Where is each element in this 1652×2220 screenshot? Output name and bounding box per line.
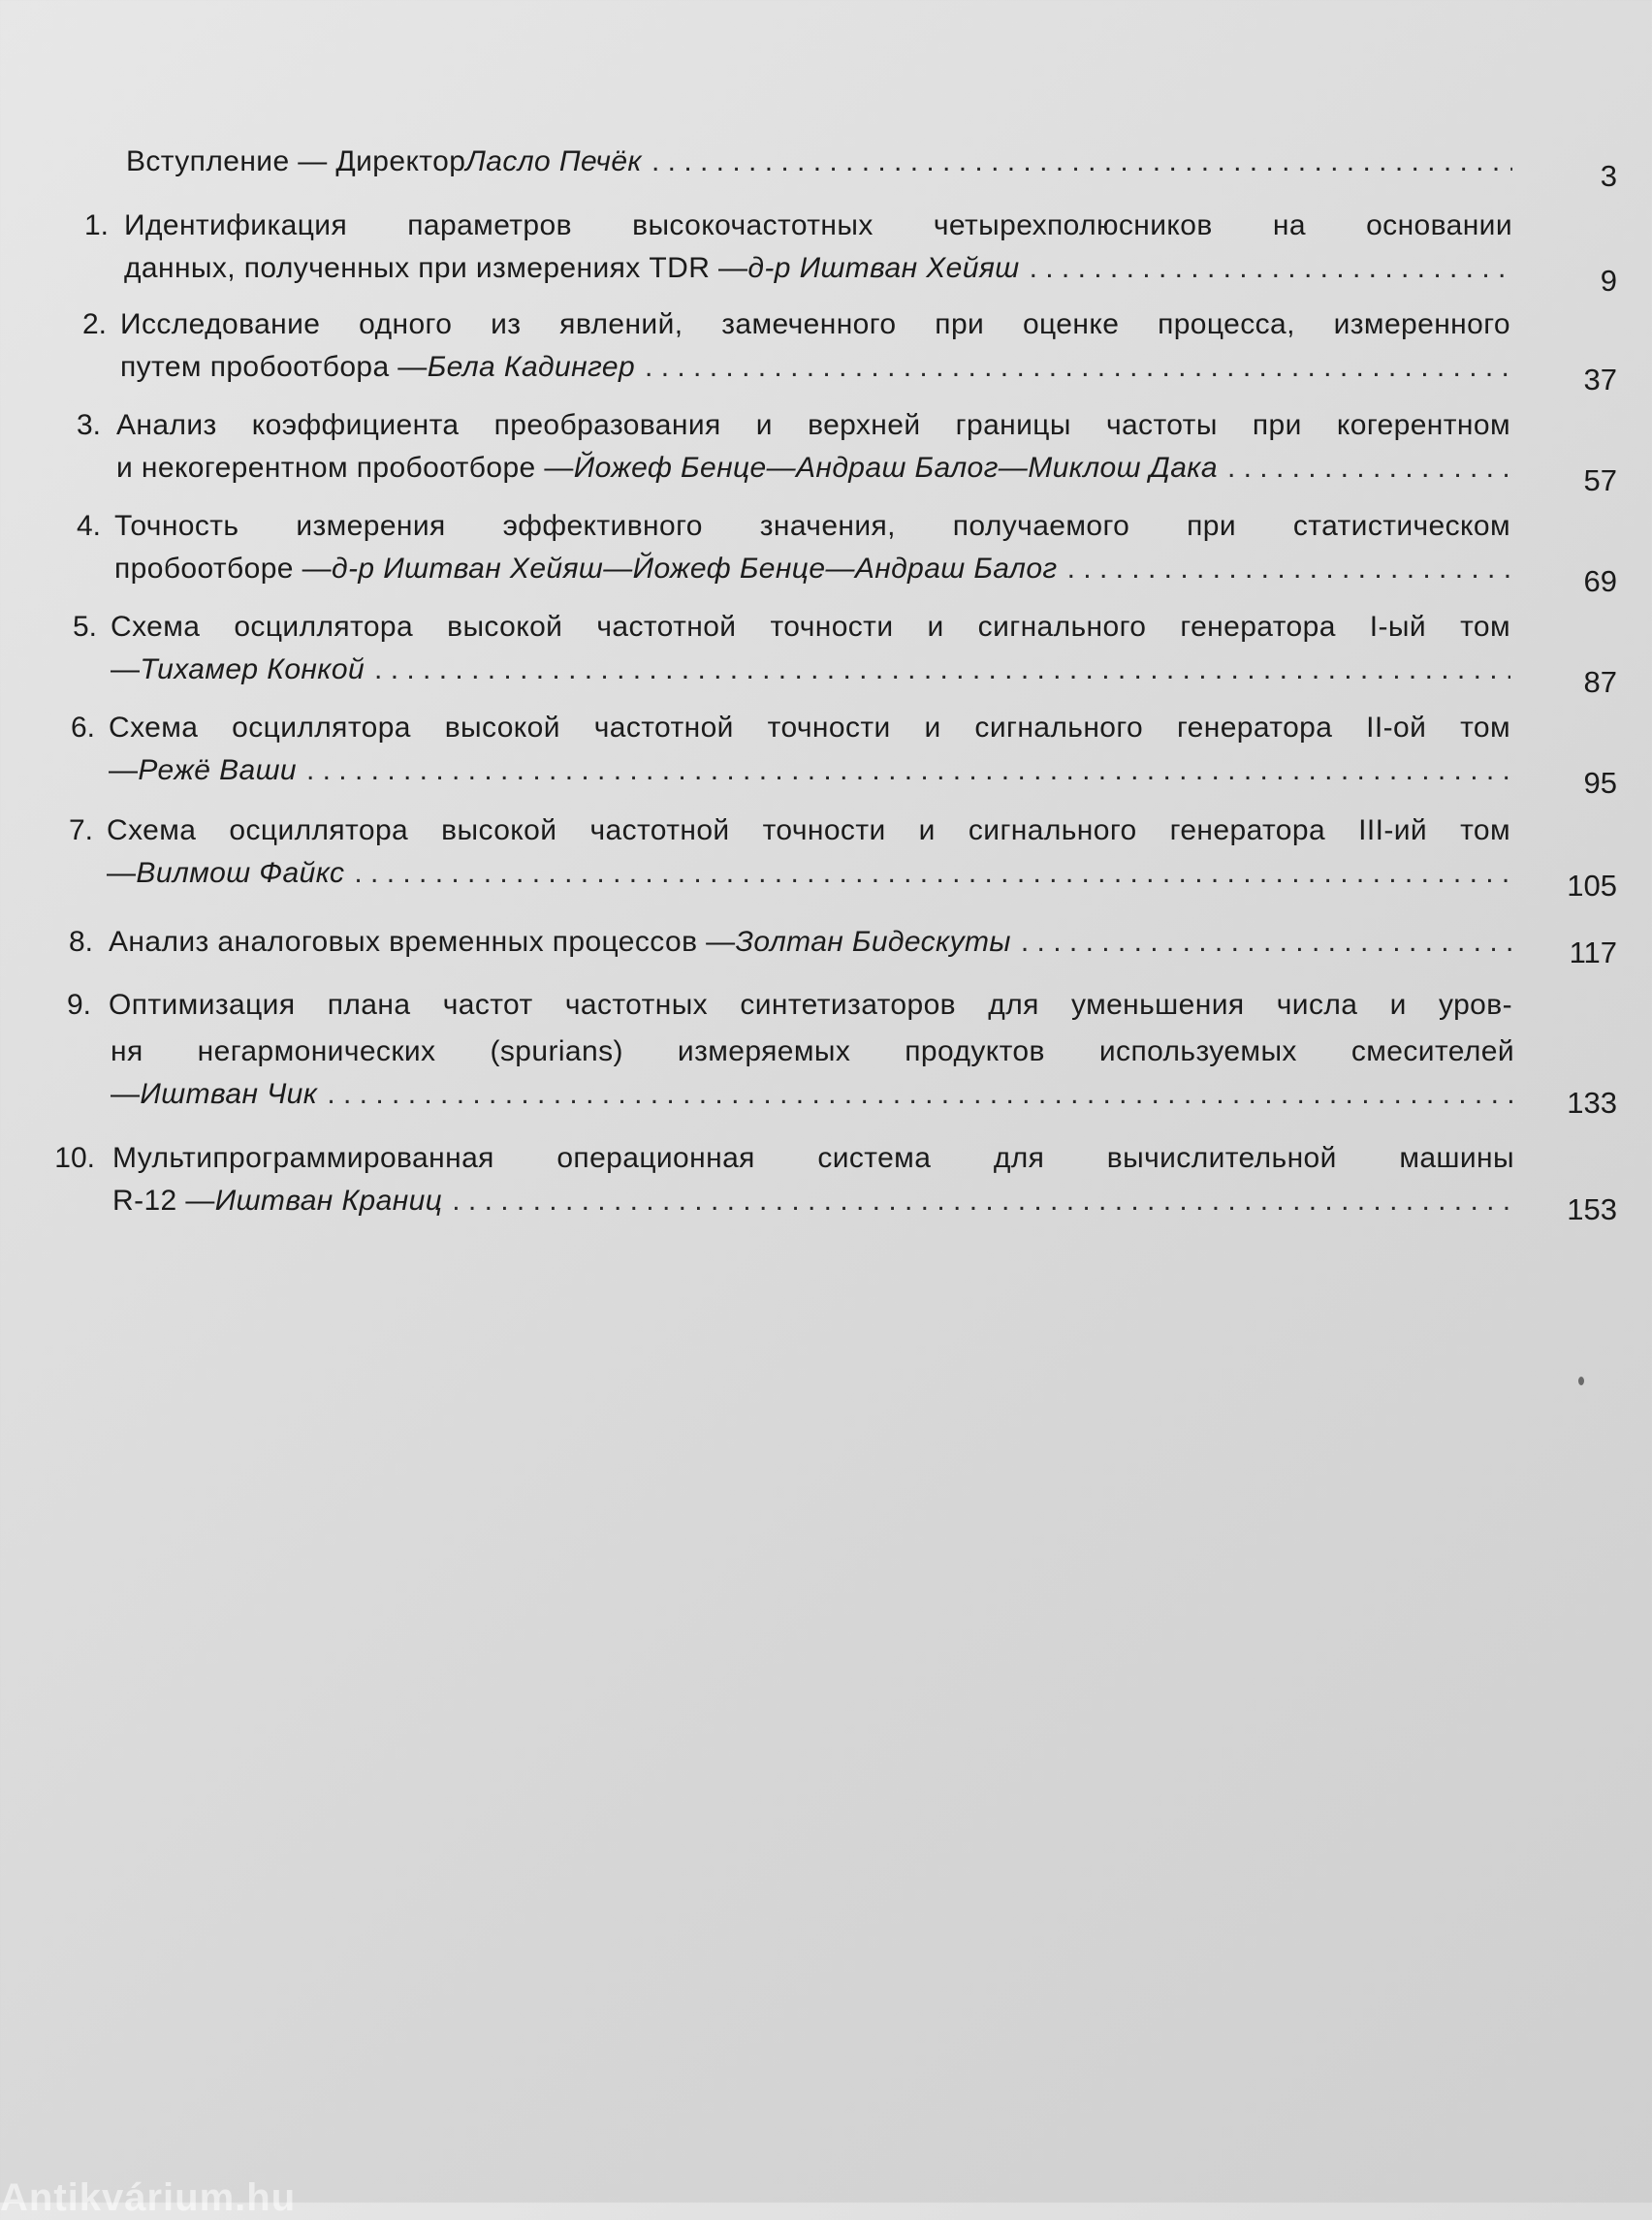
toc-page-number: 87 <box>1583 665 1617 699</box>
toc-entry-author: Иштван Чик <box>140 1078 318 1110</box>
dot-leader <box>1227 452 1510 485</box>
toc-entry-last-line <box>114 553 1510 586</box>
toc-entry-number: 10. <box>54 1142 95 1174</box>
toc-entry-title-line: Схема осциллятора высокой частотной точности и сигнального генератора III-ий том <box>107 814 1510 846</box>
toc-entry-last-line <box>109 926 1512 959</box>
toc-entry-text: данных, полученных при измерениях TDR — <box>124 252 748 284</box>
toc-entry-author: Тихамер Конкой <box>140 653 365 685</box>
dot-leader <box>651 145 1512 178</box>
toc-entry-number: 1. <box>83 209 109 241</box>
toc-entry-last-line <box>116 452 1510 485</box>
toc-entry-number: 5. <box>72 611 97 643</box>
dot-leader <box>1030 252 1512 285</box>
toc-entry-number: 7. <box>68 814 93 846</box>
dot-leader <box>1067 553 1510 586</box>
toc-entry-last-line <box>120 351 1510 384</box>
toc-entry-author: Вилмош Файкс <box>136 857 345 889</box>
dot-leader <box>354 857 1510 890</box>
toc-entry-title-line: Схема осциллятора высокой частотной точности и сигнального генератора II-ой том <box>109 712 1510 744</box>
dot-leader <box>306 754 1510 787</box>
toc-entry-last-line <box>112 1185 1514 1218</box>
toc-entry-number: 9. <box>66 989 91 1021</box>
toc-entry-author: Режё Ваши <box>138 754 297 786</box>
toc-entry-text: и некогерентном пробоотборе — <box>116 452 574 484</box>
toc-entry-title-line: Идентификация параметров высокочастотных четырехполюсников на основании <box>124 209 1512 241</box>
toc-entry-number: 4. <box>76 510 101 542</box>
toc-entry-last-line <box>111 1078 1514 1111</box>
toc-page-number: 105 <box>1567 869 1617 903</box>
toc-entry-title-line: Анализ коэффициента преобразования и верхней границы частоты при когерентном <box>116 409 1510 441</box>
toc-entry-text: R-12 — <box>112 1185 215 1217</box>
toc-page-number: 95 <box>1583 766 1617 800</box>
toc-entry-last-line <box>126 145 1512 178</box>
toc-entry-title-line: Исследование одного из явлений, замеченного при оценке процесса, измеренного <box>120 308 1510 340</box>
toc-entry-title-line: Точность измерения эффективного значения, получаемого при статистическом <box>114 510 1510 542</box>
toc-entry-text: — <box>111 653 141 685</box>
toc-entry-last-line <box>124 252 1512 285</box>
toc-entry-text: Вступление — Директор <box>126 145 466 177</box>
toc-entry-author: Йожеф Бенце—Андраш Балог—Миклош Дака <box>573 452 1218 484</box>
toc-page-number: 3 <box>1600 159 1617 193</box>
toc-entry-author: Бела Кадингер <box>427 351 636 383</box>
toc-entry-text: Анализ аналоговых временных процессов — <box>109 926 736 958</box>
toc-entry-number: 2. <box>81 308 107 340</box>
watermark: Antikvárium.hu <box>0 2176 297 2219</box>
dot-leader <box>374 653 1510 686</box>
toc-entry-text: путем пробоотбора — <box>120 351 428 383</box>
toc-page-number: 57 <box>1583 463 1617 497</box>
toc-entry-text: — <box>107 857 137 889</box>
toc-entry-author: Иштван Краниц <box>214 1185 443 1217</box>
toc-entry-number: 8. <box>68 926 93 958</box>
toc-page-number: 117 <box>1569 936 1617 969</box>
dot-leader <box>645 351 1510 384</box>
toc-entry-last-line <box>109 754 1510 787</box>
toc-entry-text: пробоотборе — <box>114 553 333 585</box>
toc-entry-title-line: ня негармонических (spurians) измеряемых продуктов используемых смесителей <box>111 1035 1514 1067</box>
toc-entry-author: Золтан Бидескуты <box>735 926 1011 958</box>
toc-entry-title-line: Мультипрограммированная операционная система для вычислительной машины <box>112 1142 1514 1174</box>
toc-entry-author: д-р Иштван Хейяш—Йожеф Бенце—Андраш Балог <box>332 553 1058 585</box>
toc-page-number: 37 <box>1583 363 1617 396</box>
paper-speck <box>1578 1377 1584 1385</box>
toc-page-number: 9 <box>1600 264 1617 298</box>
toc-entry-number: 6. <box>70 712 95 744</box>
toc-page-number: 153 <box>1567 1192 1617 1226</box>
toc-entry-last-line <box>107 857 1510 890</box>
toc-entry-author: Ласло Печёк <box>465 145 642 177</box>
toc-entry-author: д-р Иштван Хейяш <box>747 252 1020 284</box>
toc-entry-last-line <box>111 653 1510 686</box>
toc-entry-number: 3. <box>76 409 101 441</box>
toc-entry-title-line: Схема осциллятора высокой частотной точности и сигнального генератора I-ый том <box>111 611 1510 643</box>
toc-page-number: 69 <box>1583 564 1617 598</box>
toc-entry-text: — <box>109 754 139 786</box>
dot-leader <box>452 1185 1514 1218</box>
toc-entry-text: — <box>111 1078 141 1110</box>
dot-leader <box>327 1078 1514 1111</box>
toc-page-number: 133 <box>1567 1086 1617 1120</box>
dot-leader <box>1021 926 1512 959</box>
toc-entry-title-line: Оптимизация плана частот частотных синтетизаторов для уменьшения числа и уров- <box>109 989 1512 1021</box>
